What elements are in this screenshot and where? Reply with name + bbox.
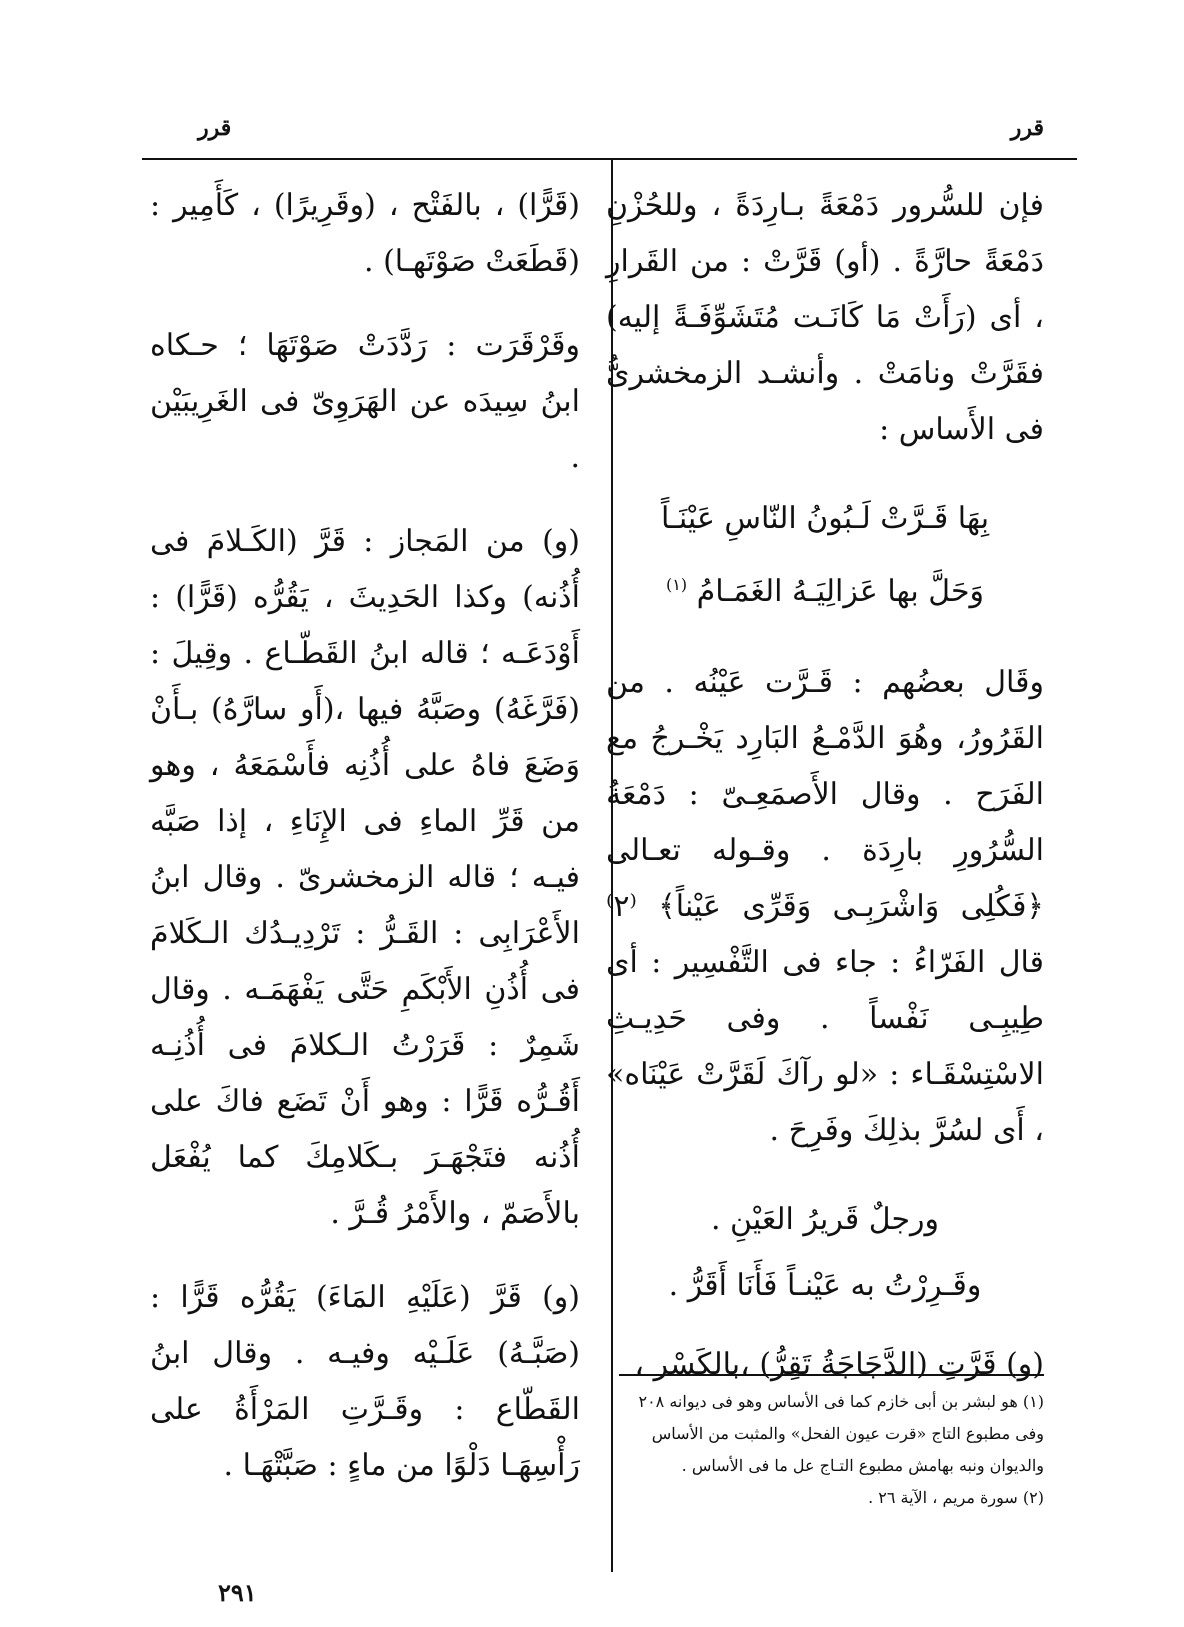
left-paragraph-3: (و) من المَجاز : قَرَّ (الكَـلامَ فى أُذُنه) وكذا الحَدِيثَ ، يَقُرُّه (قَرًّا) : أَوْدَعَـه ؛ قاله ابنُ القَطّـاع . وقِيلَ : (فَرَّغَهُ) وصَبَّهُ فيها ،(أَو سارَّهُ) بـأَنْ وَضَعَ فاهُ على أُذُنِه فأَسْمَعَهُ ، وهو من قَرِّ الماءِ فى الإِنَاءِ ، إذا صَبَّه فيـه ؛ قاله الزمخشرىّ . وقال ابنُ الأَعْرَابِى : القَـرُّ : تَرْدِيـدُك الـكَلامَ فى أُذُنِ الأَبْكَمِ حَتَّى يَفْهَمَـه . وقال شَمِرٌ : قَرَرْتُ الـكلامَ فى أُذُنِـه أَقُـرُّه قَرًّا : وهو أَنْ تَضَع فاكَ على أُذُنه فتَجْهَـرَ بـكَلامِكَ كما يُفْعَل بالأَصَمّ ، والأَمْرُ قُـرَّ . xyxy=(150,524,580,1231)
left-paragraph-4: (و) قَرَّ (عَلَيْهِ المَاءَ) يَقُرُّه قَرًّا : (صَبَّـهُ) عَلَـيْه وفيـه . وقال ابنُ القَطّاع : وقَـرَّتِ المَرْأَةُ على رَأْسِهَـا دَلْوًا من ماءٍ : صَبَّتْهَـا . xyxy=(150,1280,580,1483)
right-paragraph-1: فإن للسُّرور دَمْعَةً بـارِدَةً ، وللحُزْنِ دَمْعَةً حارَّةً . (أو) قَرَّتْ : من القَرارِ ، أى (رَأَتْ مَا كَانَـت مُتَشَوِّفَـةً إليه) فقَرَّتْ ونامَتْ . وأنشـد الزمخشرىُّ فى الأَساس : xyxy=(606,188,1044,447)
verse-line-2-text: وَحَلَّ بها عَزالِيَـهُ الغَمَـامُ xyxy=(696,574,984,609)
footnote-1: (١) هو لبشر بن أبى خازم كما فى الأساس وهو فى ديوانه ٢٠٨ وفى مطبوع التاج «قرت عيون الفحل» والمثبت من الأساس والديوان ونبه بهامش مطبوع التـاج عل ما فى الأساس . xyxy=(638,1392,1044,1475)
footnote-rule xyxy=(619,1374,1044,1376)
verse-line-2 xyxy=(606,552,1044,625)
running-header-left: قرر xyxy=(198,115,232,141)
right-paragraph-2: وقَال بعضُهم : قَـرَّت عَيْنُه . من القَرُورُ، وهُوَ الدَّمْـعُ البَارِد يَخْـرجُ مع الفَرَح . وقال الأَصمَعِـىّ : دَمْعَةُ السُّرُورِ بارِدَة . وقـوله تعـالى ﴿فَكُلِى وَاشْرَبِـى وَقَرِّى عَيْناً﴾ ⁽٢⁾ قال الفَرّاءُ : جاء فى التَّفْسِير : أى طِيبِـى نَفْساً . وفى حَدِيـثِ الاسْتِسْقَـاء : «لو رآكَ لَقَرَّتْ عَيْنَاه» ، أَى لسُرَّ بذلِكَ وفَرِحَ . xyxy=(606,665,1044,1148)
left-paragraph-2: وقَرْقَرَت : رَدَّدَتْ صَوْتَهَا ؛ حـكاه ابنُ سِيدَه عن الهَرَوِىّ فى الغَرِيبَيْن . xyxy=(150,328,580,475)
left-column xyxy=(150,178,580,1522)
footnote-2: (٢) سورة مريم ، الآية ٢٦ . xyxy=(868,1488,1044,1507)
running-header-right: قرر xyxy=(1010,115,1044,141)
right-line-4: وقَـرِرْتُ به عَيْنـاً فَأَنَا أَقَرُّ . xyxy=(668,1268,982,1303)
right-column xyxy=(606,178,1044,1421)
verse-line-1: بِهَا قَـرَّتْ لَـبُونُ النّاسِ عَيْنَـاً xyxy=(660,501,990,536)
header-rule xyxy=(142,158,1077,160)
footnotes xyxy=(619,1386,1044,1514)
left-paragraph-1: (قَرًّا) ، بالفَتْح ، (وقَرِيرًا) ، كَأَمِير : (قَطَعَتْ صَوْتَهـا) . xyxy=(150,188,580,279)
page-number: ٢٩١ xyxy=(218,1578,257,1607)
footnote-ref-1: (١) xyxy=(666,575,688,594)
right-paragraph-3: (و) قَرَّتِ (الدَّجَاجَةُ تَقِرُّ) ،بالكَسْر ، xyxy=(634,1347,1044,1382)
right-line-3: ورجلٌ قَريرُ العَيْنِ . xyxy=(710,1202,940,1237)
poem-verse xyxy=(606,486,1044,625)
